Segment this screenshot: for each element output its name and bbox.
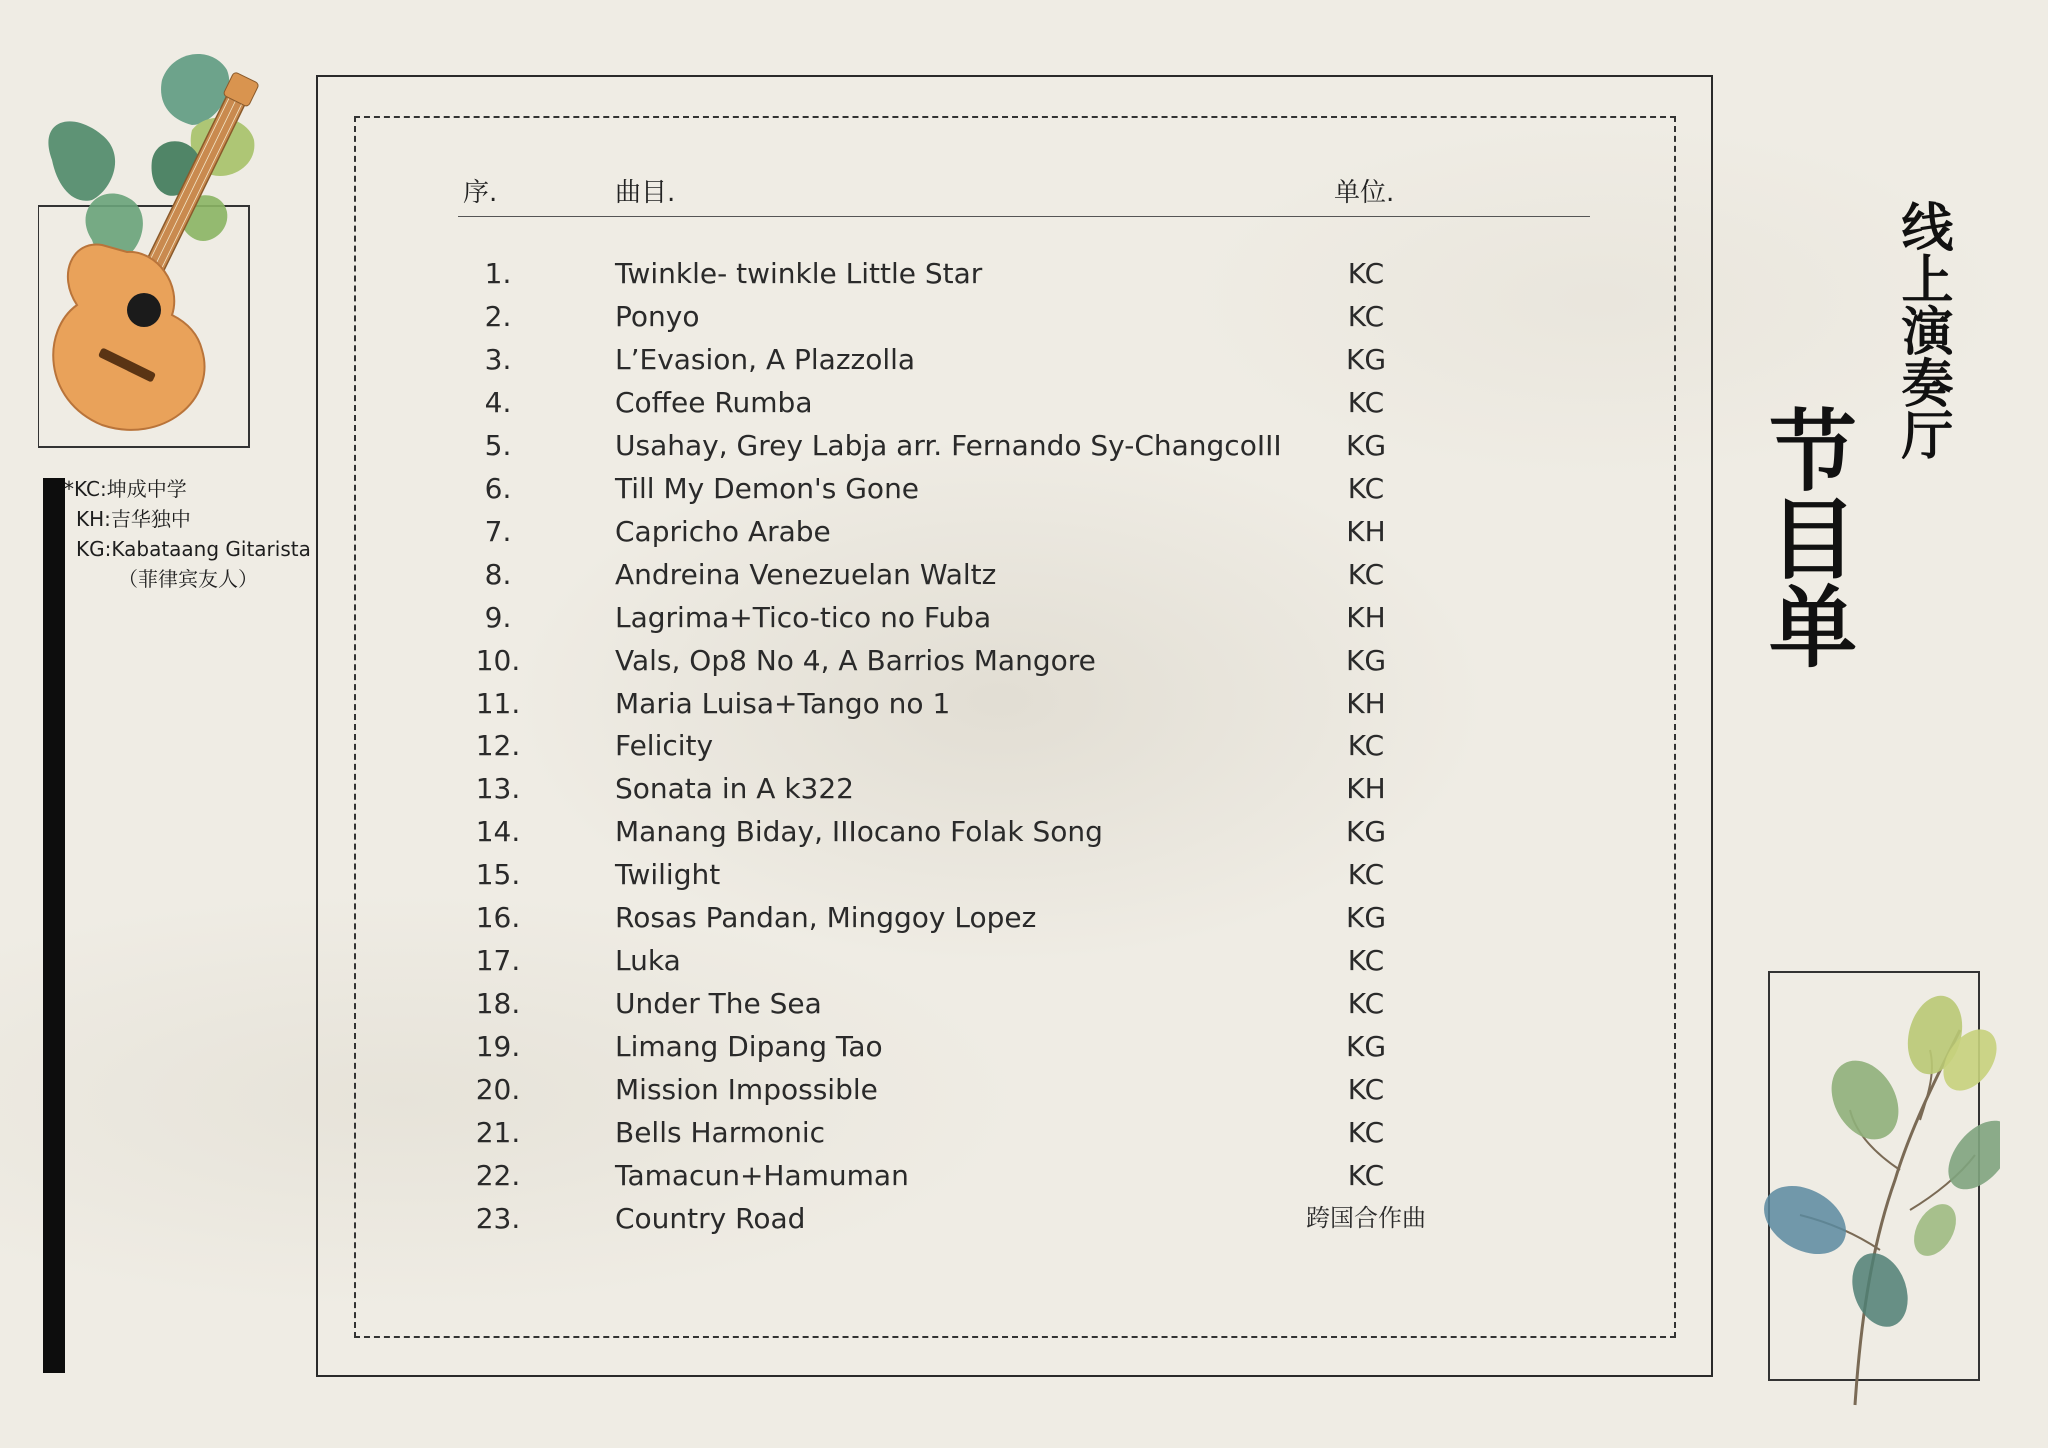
row-number: 21. [475, 1116, 521, 1149]
row-unit: KC [1347, 1158, 1385, 1192]
row-unit: KC [1347, 557, 1385, 591]
row-title: Rosas Pandan, Minggoy Lopez [615, 901, 1037, 935]
row-number: 16. [475, 901, 521, 935]
row-title: Under The Sea [615, 987, 822, 1021]
program-row [0, 1154, 2048, 1197]
program-row [0, 767, 2048, 810]
row-unit: 跨国合作曲 [1306, 1203, 1426, 1232]
row-title: Till My Demon's Gone [615, 471, 920, 505]
row-title: Country Road [615, 1201, 806, 1235]
row-unit: KG [1345, 901, 1387, 935]
row-title: Mission Impossible [615, 1073, 878, 1107]
row-unit: KC [1347, 729, 1385, 763]
row-title: Andreina Venezuelan Waltz [615, 557, 997, 591]
row-title: L’Evasion, A Plazzolla [615, 342, 916, 376]
program-row [0, 1197, 2048, 1240]
program-row [0, 1068, 2048, 1111]
program-row [0, 724, 2048, 767]
row-number: 3. [484, 342, 512, 376]
legend-kg-note: （菲律宾友人） [118, 567, 258, 591]
row-number: 19. [475, 1030, 521, 1064]
row-unit: KG [1345, 428, 1387, 462]
row-unit: KH [1346, 686, 1386, 720]
row-number: 17. [475, 944, 521, 978]
row-number: 9. [484, 600, 512, 634]
program-row [0, 1111, 2048, 1154]
row-number: 12. [475, 729, 521, 763]
header-unit: 单位. [1334, 178, 1395, 208]
row-title: Usahay, Grey Labja arr. Fernando Sy-ChangcoIII [615, 428, 1282, 462]
row-title: Bells Harmonic [615, 1116, 826, 1149]
row-number: 2. [484, 299, 512, 333]
row-number: 4. [484, 385, 512, 419]
legend-kg: KG:Kabataang Gitarista [76, 537, 311, 561]
row-unit: KH [1346, 772, 1386, 806]
row-title: Luka [615, 944, 681, 978]
row-unit: KC [1347, 299, 1385, 333]
program-row [0, 853, 2048, 896]
row-number: 11. [475, 686, 521, 720]
row-number: 8. [484, 557, 512, 591]
leaf-branch-icon [1760, 990, 2000, 1410]
row-number: 15. [475, 858, 521, 892]
row-unit: KG [1345, 1030, 1387, 1064]
legend-kh: KH:吉华独中 [76, 507, 191, 531]
header-rule [458, 216, 1590, 217]
page-title: 节目单 [1755, 405, 1859, 669]
row-number: 14. [475, 815, 521, 849]
row-title: Twilight [615, 858, 721, 892]
row-unit: KG [1345, 643, 1387, 677]
row-unit: KC [1347, 471, 1385, 505]
row-number: 13. [475, 772, 521, 806]
row-unit: KC [1347, 385, 1385, 419]
header-title: 曲目. [615, 178, 676, 208]
row-number: 5. [484, 428, 512, 462]
program-row [0, 939, 2048, 982]
program-row [0, 338, 2048, 381]
program-row [0, 682, 2048, 725]
row-unit: KC [1347, 1116, 1385, 1149]
row-number: 7. [484, 514, 512, 548]
row-number: 10. [475, 643, 521, 677]
row-unit: KC [1347, 944, 1385, 978]
program-row [0, 810, 2048, 853]
row-unit: KG [1345, 815, 1387, 849]
row-number: 1. [484, 257, 512, 290]
row-title: Lagrima+Tico-tico no Fuba [615, 600, 992, 634]
row-title: Maria Luisa+Tango no 1 [615, 686, 951, 720]
row-title: Vals, Op8 No 4, A Barrios Mangore [615, 643, 1096, 677]
row-number: 18. [475, 987, 521, 1021]
row-title: Ponyo [615, 299, 700, 333]
program-row [0, 252, 2048, 295]
row-title: Twinkle- twinkle Little Star [615, 257, 983, 290]
row-unit: KH [1346, 600, 1386, 634]
row-unit: KG [1345, 342, 1387, 376]
row-title: Tamacun+Hamuman [615, 1158, 909, 1192]
row-number: 6. [484, 471, 512, 505]
program-row [0, 896, 2048, 939]
row-unit: KH [1346, 514, 1386, 548]
row-number: 20. [475, 1073, 521, 1107]
program-row [0, 1025, 2048, 1068]
row-title: Limang Dipang Tao [615, 1030, 883, 1064]
program-row [0, 295, 2048, 338]
row-title: Felicity [615, 729, 714, 763]
row-unit: KC [1347, 987, 1385, 1021]
row-title: Capricho Arabe [615, 514, 831, 548]
row-unit: KC [1347, 858, 1385, 892]
header-number: 序. [463, 178, 498, 208]
row-title: Sonata in A k322 [615, 772, 854, 806]
row-number: 22. [475, 1158, 521, 1192]
row-unit: KC [1347, 1073, 1385, 1107]
row-title: Coffee Rumba [615, 385, 813, 419]
subtitle: 线上演奏厅 [1892, 200, 1953, 460]
row-title: Manang Biday, IIIocano Folak Song [615, 815, 1103, 849]
program-row [0, 982, 2048, 1025]
row-number: 23. [475, 1201, 521, 1235]
row-unit: KC [1347, 257, 1385, 290]
legend-kc: *KC:坤成中学 [64, 477, 187, 501]
